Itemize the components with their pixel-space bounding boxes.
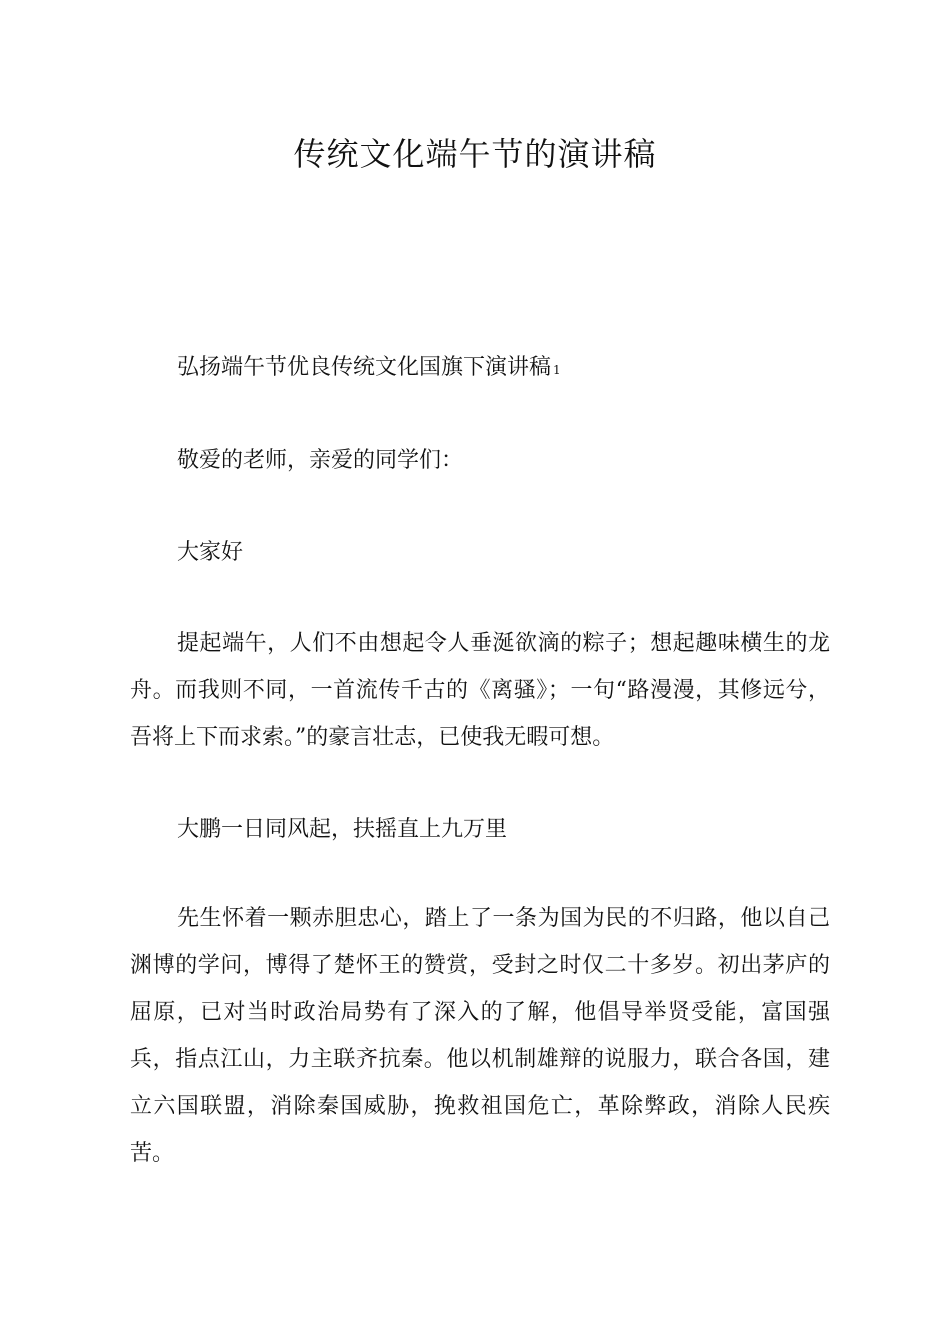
page-title: 传统文化端午节的演讲稿 [293, 135, 657, 173]
subtitle-text: 弘扬端午节优良传统文化国旗下演讲稿 [177, 355, 552, 380]
greeting-paragraph: 敬爱的老师，亲爱的同学们： [177, 448, 464, 473]
subtitle [130, 344, 830, 394]
subtitle-mark: 1 [553, 363, 561, 377]
quote-paragraph: 大鹏一日同风起，扶摇直上九万里 [177, 817, 508, 842]
hello-paragraph: 大家好 [177, 540, 244, 565]
body-paragraph: 先生怀着一颗赤胆忠心，踏上了一条为国为民的不归路，他以自己渊博的学问，博得了楚怀王的赞赏，受封之时仅二十多岁。初出茅庐的屈原，已对当时政治局势有了深入的了解，他倡导举贤受能，富国强兵，指点江山，力主联齐抗秦。他以机制雄辩的说服力，联合各国，建立六国联盟，消除秦国威胁，挽救祖国危亡，革除弊政，消除人民疾苦。 [130, 906, 830, 1166]
body-paragraph: 提起端午，人们不由想起令人垂涎欲滴的粽子；想起趣味横生的龙舟。而我则不同，一首流传千古的《离骚》；一句“路漫漫，其修远兮，吾将上下而求索。”的豪言壮志，已使我无暇可想。 [130, 631, 830, 750]
